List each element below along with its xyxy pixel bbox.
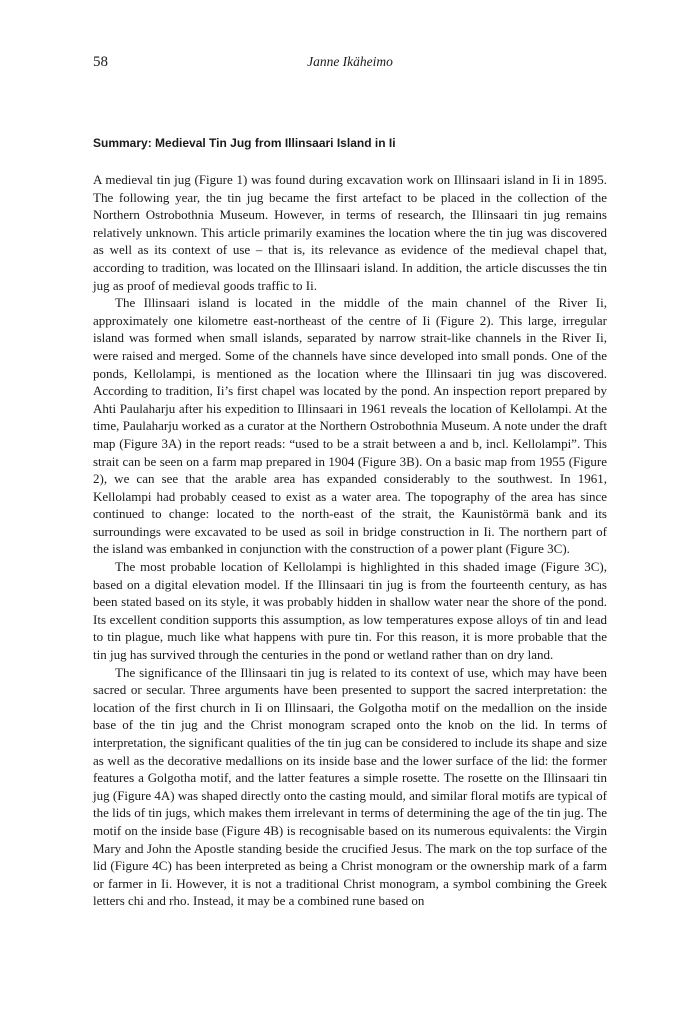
paragraph: The significance of the Illinsaari tin jug is related to its context of use, which may have been sacred or secular. Three arguments have been presented to support the sacred interpretation: the location of the first church in Ii on Illinsaari, the Golgotha motif on the medallion on the inside base of the tin jug and the Christ monogram scraped onto the knob on the lid. In terms of interpretation, the significant qualities of the tin jug can be considered to include its shape and size as well as the decorative medallions on its inside base and the lower surface of the lid: the former features a Golgotha motif, and the latter features a simple rosette. The rosette on the Illinsaari tin jug (Figure 4A) was shaped directly onto the casting mould, and similar floral motifs are typical of the lids of tin jugs, which makes them irrelevant in terms of determining the age of the tin jug. The motif on the inside base (Figure 4B) is recognisable based on its numerous equivalents: the Virgin Mary and John the Apostle standing beside the crucified Jesus. The mark on the top surface of the lid (Figure 4C) has been interpreted as being a Christ monogram or the ownership mark of a farm or farmer in Ii. However, it is not a traditional Christ monogram, a symbol combining the Greek letters chi and rho. Instead, it may be a combined rune based on — [93, 664, 607, 909]
page-header — [93, 54, 607, 74]
paragraph: The Illinsaari island is located in the middle of the main channel of the River Ii, approximately one kilometre east-northeast of the centre of Ii (Figure 2). This large, irregular island was formed when small islands, separated by narrow strait-like channels in the River Ii, were raised and merged. Some of the channels have since developed into small ponds. One of the ponds, Kellolampi, is mentioned as the location where the Illinsaari tin jug was discovered. According to tradition, Ii’s first chapel was located by the pond. An inspection report prepared by Ahti Paulaharju after his expedition to Illinsaari in 1961 reveals the location of Kellolampi. At the time, Paulaharju worked as a curator at the Northern Ostrobothnia Museum. A note under the draft map (Figure 3A) in the report reads: “used to be a strait between a and b, incl. Kellolampi”. This strait can be seen on a farm map prepared in 1904 (Figure 3B). On a basic map from 1955 (Figure 2), we can see that the arable area has expanded considerably to the southwest. In 1961, Kellolampi had probably ceased to exist as a water area. The topography of the area has since continued to change: located to the north-east of the strait, the Kaunistörmä bank and its surroundings were excavated to be used as soil in bridge construction in Ii. The northern part of the island was embanked in conjunction with the construction of a power plant (Figure 3C). — [93, 295, 607, 557]
body-text — [93, 171, 607, 910]
paragraph: The most probable location of Kellolampi is highlighted in this shaded image (Figure 3C), based on a digital elevation model. If the Illinsaari tin jug is from the fourteenth century, as has been stated based on its style, it was probably hidden in shallow water near the shore of the pond. Its excellent condition supports this assumption, as low temperatures expose alloys of tin and lead to tin plague, much like what happens with pure tin. For this reason, it is more probable that the tin jug has survived through the centuries in the pond or wetland rather than on dry land. — [93, 559, 607, 663]
running-head-author: Janne Ikäheimo — [307, 54, 393, 69]
section-title: Summary: Medieval Tin Jug from Illinsaari Island in Ii — [93, 136, 396, 150]
paragraph: A medieval tin jug (Figure 1) was found during excavation work on Illinsaari island in Ii in 1895. The following year, the tin jug became the first artefact to be placed in the collection of the Northern Ostrobothnia Museum. However, in terms of research, the Illinsaari tin jug remains relatively unknown. This article primarily examines the location where the tin jug was discovered as well as its context of use – that is, its relevance as evidence of the medieval chapel that, according to tradition, was located on the Illinsaari island. In addition, the article discusses the tin jug as proof of medieval goods traffic to Ii. — [93, 172, 607, 293]
page-number: 58 — [93, 54, 108, 70]
